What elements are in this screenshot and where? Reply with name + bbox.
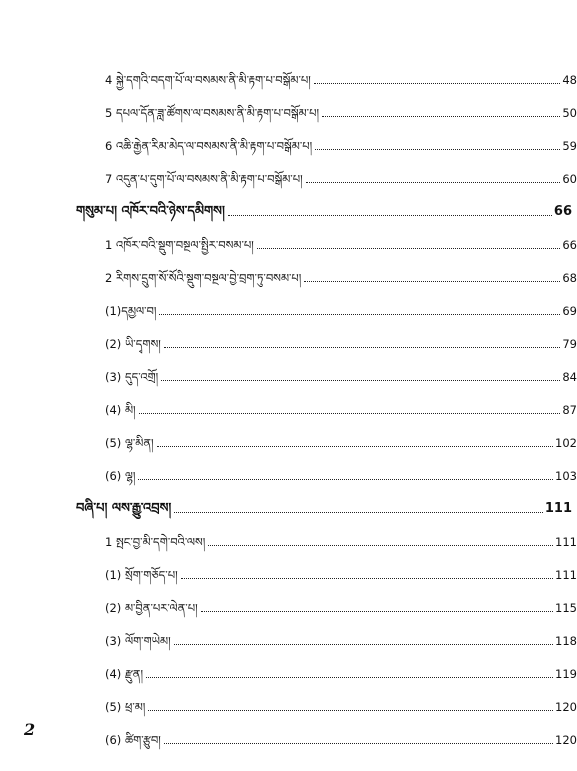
dot-leader <box>159 313 560 315</box>
toc-entry-title: (2) མ་བྱིན་པར་ལེན་པ། <box>105 601 201 615</box>
page-number: 2 <box>24 720 36 739</box>
toc-entry-title: 1 སྤང་བྱ་མི་དགེ་བའི་ལས། <box>105 535 208 549</box>
toc-page-number: 103 <box>555 469 577 483</box>
toc-page-number: 66 <box>562 238 577 252</box>
toc-entry[interactable] <box>0 549 577 582</box>
dot-leader <box>257 247 561 249</box>
toc-page-number: 66 <box>553 204 572 219</box>
toc-entry[interactable] <box>0 582 577 615</box>
dot-leader <box>314 82 561 84</box>
toc-entry-title: 6 འཆི་རྒྱེན་རིམ་མེད་ལ་བསམས་ནི་མི་རྟག་པ་བསྒོམ་པ། <box>105 139 315 153</box>
dot-leader <box>161 379 560 381</box>
toc-page-number: 120 <box>555 733 577 747</box>
dot-leader <box>174 643 553 645</box>
toc-entry[interactable] <box>0 450 577 483</box>
toc-page-number: 111 <box>555 568 577 582</box>
dot-leader <box>322 115 560 117</box>
toc-page-number: 50 <box>562 106 577 120</box>
toc-entry[interactable] <box>0 54 577 87</box>
toc-page-number: 111 <box>544 501 572 516</box>
toc-page-number: 59 <box>562 139 577 153</box>
toc-entry-title: 1 འཁོར་བའི་སྡུག་བསྔལ་སྤྱིར་བསམ་པ། <box>105 238 257 252</box>
toc-page-number: 118 <box>555 634 577 648</box>
toc-entry-title: 2 རིགས་དྲུག་སོ་སོའི་སྡུག་བསྔལ་བྱེ་བྲག་ཏུ་བསམ་པ། <box>105 271 304 285</box>
dot-leader <box>304 280 560 282</box>
toc-page-number: 119 <box>555 667 577 681</box>
toc-entry[interactable] <box>0 252 577 285</box>
toc-entry[interactable] <box>0 219 577 252</box>
dot-leader <box>146 676 553 678</box>
toc-entry-title: (3) དུད་འགྲོ། <box>105 370 161 384</box>
toc-entry-title: (1)དམྱལ་བ། <box>105 304 159 318</box>
toc-entry[interactable] <box>0 120 577 153</box>
toc-page-number: 79 <box>562 337 577 351</box>
toc-entry-title: (6) ཚིག་རྩུབ། <box>105 733 164 747</box>
table-of-contents <box>0 54 577 747</box>
toc-entry-title: 5 དཔལ་དོན་ཟླ་ཚོགས་ལ་བསམས་ནི་མི་རྟག་པ་བསྒོམ་པ། <box>105 106 322 120</box>
toc-entry[interactable] <box>0 417 577 450</box>
dot-leader <box>208 544 553 546</box>
toc-section-heading[interactable] <box>0 186 572 219</box>
toc-entry[interactable] <box>0 681 577 714</box>
toc-entry-title: (5) ཕྲ་མ། <box>105 700 148 714</box>
toc-entry[interactable] <box>0 87 577 120</box>
toc-entry-title: གསུམ་པ། འཁོར་བའི་ཉེས་དམིགས། <box>76 205 228 219</box>
dot-leader <box>148 709 553 711</box>
toc-entry-title: (2) ཡི་དྭགས། <box>105 337 164 351</box>
dot-leader <box>174 511 543 513</box>
toc-entry-title: (5) ལྷ་མིན། <box>105 436 157 450</box>
dot-leader <box>164 346 561 348</box>
toc-page-number: 120 <box>555 700 577 714</box>
dot-leader <box>164 742 553 744</box>
toc-entry[interactable] <box>0 153 577 186</box>
toc-page-number: 111 <box>555 535 577 549</box>
dot-leader <box>138 478 553 480</box>
toc-page-number: 48 <box>562 73 577 87</box>
toc-page-number: 69 <box>562 304 577 318</box>
dot-leader <box>306 181 561 183</box>
dot-leader <box>315 148 560 150</box>
toc-entry-title: (6) ལྷ། <box>105 469 138 483</box>
toc-entry[interactable] <box>0 285 577 318</box>
toc-entry[interactable] <box>0 318 577 351</box>
toc-entry-title: (1) སྲོག་གཅོད་པ། <box>105 568 181 582</box>
dot-leader <box>181 577 553 579</box>
toc-page-number: 87 <box>562 403 577 417</box>
toc-entry[interactable] <box>0 714 577 747</box>
toc-page-number: 115 <box>555 601 577 615</box>
toc-entry-title: (4) རྫུན། <box>105 667 146 681</box>
toc-entry-title: 4 སྐྱེ་དགའི་བདག་པོ་ལ་བསམས་ནི་མི་རྟག་པ་བསྒོམ་པ། <box>105 73 314 87</box>
dot-leader <box>201 610 553 612</box>
toc-entry-title: (3) ལོག་གཡེམ། <box>105 634 174 648</box>
toc-entry-title: (4) མི། <box>105 403 139 417</box>
toc-page-number: 84 <box>562 370 577 384</box>
toc-entry[interactable] <box>0 516 577 549</box>
toc-entry[interactable] <box>0 615 577 648</box>
dot-leader <box>157 445 554 447</box>
toc-entry[interactable] <box>0 384 577 417</box>
dot-leader <box>228 214 552 216</box>
toc-entry[interactable] <box>0 351 577 384</box>
toc-entry-title: བཞི་པ། ལས་རྒྱུ་འབྲས། <box>76 502 174 516</box>
toc-page-number: 102 <box>555 436 577 450</box>
toc-entry[interactable] <box>0 648 577 681</box>
toc-entry-title: 7 འདུན་པ་དུག་པོ་ལ་བསམས་ནི་མི་རྟག་པ་བསྒོམ་པ། <box>105 172 306 186</box>
toc-section-heading[interactable] <box>0 483 572 516</box>
toc-page-number: 60 <box>562 172 577 186</box>
dot-leader <box>139 412 561 414</box>
toc-page-number: 68 <box>562 271 577 285</box>
